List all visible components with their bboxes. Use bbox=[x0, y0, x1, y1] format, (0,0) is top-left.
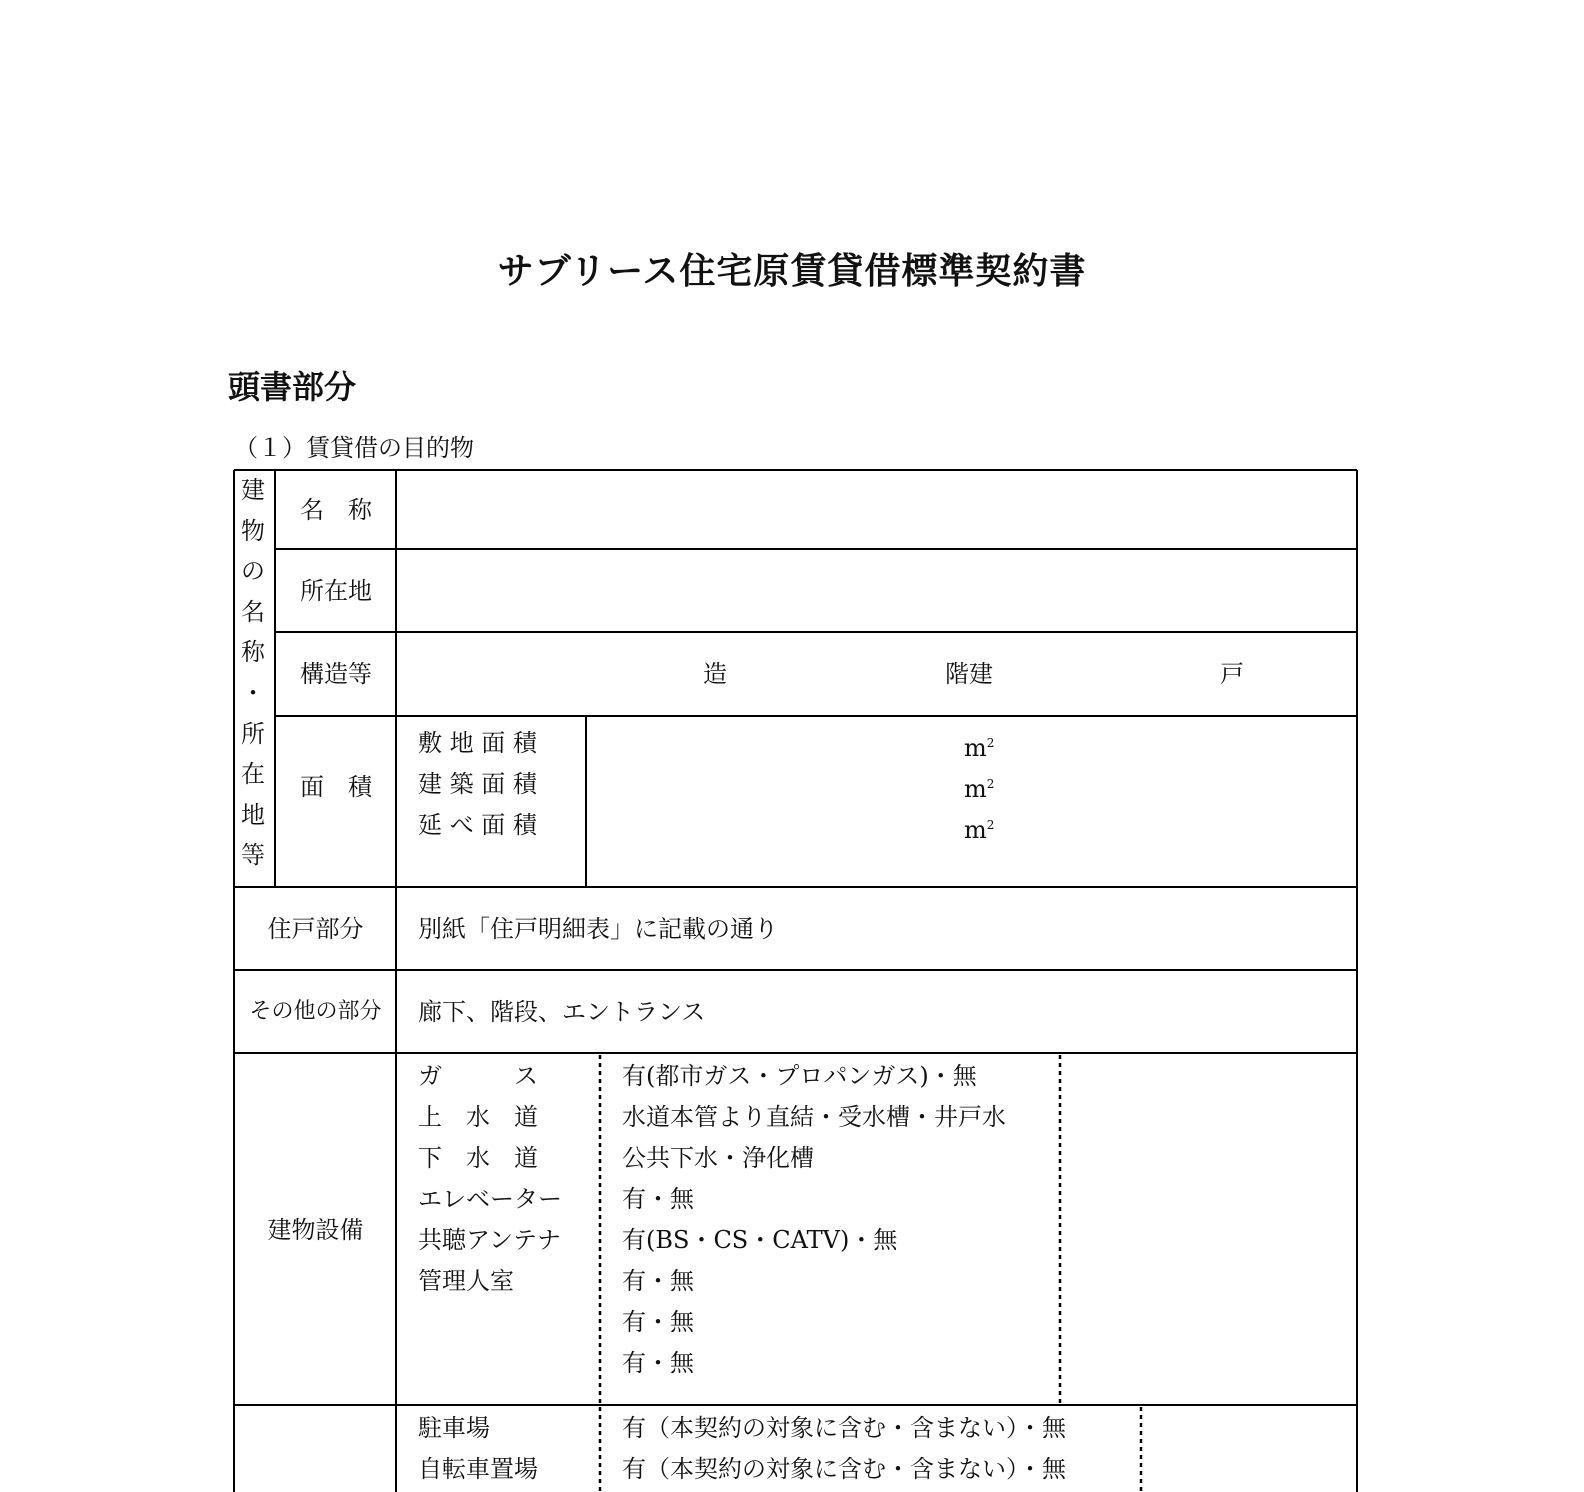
group-label-char: ・ bbox=[241, 678, 265, 707]
name-value-field[interactable] bbox=[415, 495, 1345, 525]
attached-item-value: 有（本契約の対象に含む・含まない）・無 bbox=[622, 1455, 1066, 1483]
equipment-item-label: 下 水 道 bbox=[418, 1144, 538, 1172]
other-label: その他の部分 bbox=[249, 999, 382, 1024]
group-label-char: 在 bbox=[241, 760, 265, 789]
area-label: 面 積 bbox=[300, 773, 372, 801]
equipment-item-value: 公共下水・浄化槽 bbox=[622, 1144, 814, 1172]
attached-item-label: 駐車場 bbox=[418, 1414, 490, 1442]
units-label: 住戸部分 bbox=[267, 915, 364, 943]
equipment-item-value: 水道本管より直結・受水槽・井戸水 bbox=[622, 1103, 1006, 1131]
group-label-char: 等 bbox=[241, 841, 265, 870]
area-row-label: 建 築 面 積 bbox=[418, 770, 537, 798]
attached-item-label: 自転車置場 bbox=[418, 1455, 538, 1483]
structure-zo-text: 造 bbox=[703, 660, 727, 688]
equipment-item-label: ガ ス bbox=[418, 1062, 538, 1090]
equipment-item-value: 有・無 bbox=[622, 1267, 694, 1295]
equipment-item-value: 有・無 bbox=[622, 1349, 694, 1377]
subsection-title: （１）賃貸借の目的物 bbox=[234, 434, 474, 462]
equipment-item-label: 共聴アンテナ bbox=[418, 1226, 562, 1254]
attached-item-value: 有（本契約の対象に含む・含まない）・無 bbox=[622, 1414, 1066, 1442]
structure-kaidate-text: 階建 bbox=[945, 660, 993, 688]
equipment-item-label: 管理人室 bbox=[418, 1267, 514, 1295]
equipment-item-value: 有(BS・CS・CATV)・無 bbox=[622, 1226, 898, 1254]
equipment-item-value: 有・無 bbox=[622, 1308, 694, 1336]
section-title: 頭書部分 bbox=[228, 368, 357, 406]
area-row-label: 敷 地 面 積 bbox=[418, 729, 537, 757]
group-label-char: 称 bbox=[241, 638, 265, 667]
address-label: 所在地 bbox=[300, 577, 372, 605]
equipment-item-value: 有(都市ガス・プロパンガス)・無 bbox=[622, 1062, 977, 1090]
equipment-label: 建物設備 bbox=[267, 1216, 364, 1244]
address-value-field[interactable] bbox=[415, 576, 1345, 606]
equipment-item-value: 有・無 bbox=[622, 1185, 694, 1213]
area-unit: $m^2$ bbox=[964, 734, 995, 762]
area-row-label: 延 べ 面 積 bbox=[418, 811, 537, 839]
building-group-label bbox=[233, 470, 273, 876]
group-label-char: 物 bbox=[241, 516, 265, 545]
group-label-char: の bbox=[241, 557, 265, 586]
area-unit: $m^2$ bbox=[964, 816, 995, 844]
name-label: 名 称 bbox=[300, 496, 372, 524]
units-value: 別紙「住戸明細表」に記載の通り bbox=[418, 915, 778, 943]
group-label-char: 地 bbox=[241, 800, 265, 829]
group-label-char: 所 bbox=[241, 719, 265, 748]
other-value: 廊下、階段、エントランス bbox=[418, 998, 706, 1026]
document-title: サブリース住宅原賃貸借標準契約書 bbox=[497, 251, 1087, 292]
group-label-char: 名 bbox=[241, 597, 265, 626]
equipment-item-label: 上 水 道 bbox=[418, 1103, 538, 1131]
area-unit: $m^2$ bbox=[964, 775, 995, 803]
structure-ko-text: 戸 bbox=[1220, 660, 1244, 688]
group-label-char: 建 bbox=[241, 476, 265, 504]
equipment-item-label: エレベーター bbox=[418, 1185, 562, 1213]
structure-label: 構造等 bbox=[300, 660, 372, 688]
